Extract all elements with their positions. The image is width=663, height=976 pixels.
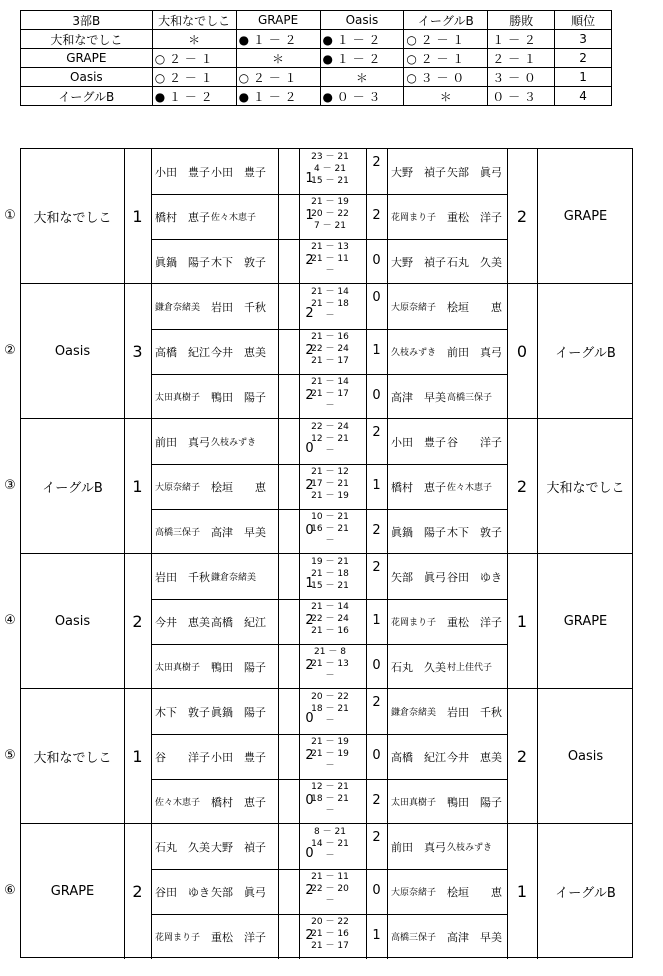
- result-cell: ○ ２ － １: [152, 49, 236, 68]
- right-team: イーグルB: [555, 886, 616, 901]
- set-score: 21 － 11: [311, 254, 349, 264]
- set-score: 21 － 14: [311, 287, 349, 297]
- win-loss: １ － ２: [488, 30, 555, 49]
- game-scores: [301, 466, 359, 502]
- left-team: Oasis: [54, 614, 91, 629]
- left-team: 大和なでしこ: [33, 211, 112, 226]
- game-scores: [301, 421, 359, 457]
- rank: 4: [555, 87, 612, 106]
- left-games: 0: [305, 846, 314, 861]
- left-player-2: 鴨田 陽子: [211, 390, 266, 404]
- game-scores: [301, 151, 359, 187]
- set-score: 21 － 19: [311, 749, 349, 759]
- right-team-score: 1: [516, 612, 528, 631]
- left-player-1: 眞鍋 陽子: [155, 255, 210, 269]
- left-player-1: 鎌倉奈緒美: [155, 303, 201, 313]
- right-player-1: 大野 禎子: [391, 255, 446, 269]
- team-name: GRAPE: [21, 49, 153, 68]
- right-player-2: 桧垣 恵: [447, 300, 502, 314]
- standings-header: Oasis: [320, 11, 404, 30]
- game-scores: [301, 196, 359, 232]
- standings-header: 勝敗: [488, 11, 555, 30]
- game-scores: [301, 511, 359, 547]
- set-score: 23 － 21: [311, 152, 349, 162]
- result-cell: ○ ２ － １: [152, 68, 236, 87]
- right-games: 2: [372, 155, 381, 170]
- result-cell: ○ ２ － １: [404, 30, 488, 49]
- game-scores: [301, 871, 359, 907]
- right-games: 2: [372, 793, 381, 808]
- right-player-1: 前田 真弓: [391, 840, 446, 854]
- match-grid: [20, 148, 633, 283]
- right-games: 0: [372, 253, 381, 268]
- left-team-score: 1: [132, 477, 143, 496]
- left-player-2: 鎌倉奈緒美: [211, 573, 257, 583]
- game-scores: [301, 241, 359, 277]
- set-score: 4 － 21: [314, 164, 346, 174]
- right-player-1: 橋村 恵子: [391, 480, 446, 494]
- left-player-2: 今井 恵美: [211, 345, 266, 359]
- left-player-2: 佐々木恵子: [211, 213, 257, 223]
- standings-row: [21, 30, 612, 49]
- set-score: 21 － 16: [311, 929, 349, 939]
- set-score: 20 － 22: [311, 692, 349, 702]
- set-score: 21 － 12: [311, 467, 349, 477]
- set-score: 21 － 19: [311, 737, 349, 747]
- result-cell: ● １ － ２: [236, 87, 320, 106]
- right-player-1: 大野 禎子: [391, 165, 446, 179]
- right-team-score: 2: [516, 747, 528, 766]
- standings-row: [21, 68, 612, 87]
- result-cell: ＊: [320, 68, 404, 87]
- left-games: 2: [305, 478, 314, 493]
- right-team-score: 2: [516, 207, 528, 226]
- right-player-1: 眞鍋 陽子: [391, 525, 446, 539]
- game-scores: [301, 646, 359, 682]
- right-player-2: 桧垣 恵: [447, 885, 502, 899]
- left-player-1: 橋村 恵子: [155, 210, 210, 224]
- match-grid: [20, 553, 633, 688]
- right-player-1: 高橋三保子: [391, 933, 437, 943]
- right-team: Oasis: [567, 749, 604, 764]
- right-games: 1: [372, 613, 381, 628]
- right-games: 0: [372, 883, 381, 898]
- right-player-2: 谷 洋子: [447, 435, 502, 449]
- right-player-2: 石丸 久美: [447, 255, 502, 269]
- left-games: 1: [305, 171, 314, 186]
- set-score: 21 － 17: [311, 356, 349, 366]
- game-scores: [301, 691, 359, 727]
- left-games: 2: [305, 388, 314, 403]
- right-player-1: 高橋 紀江: [391, 750, 446, 764]
- right-games: 1: [372, 343, 381, 358]
- right-games: 2: [372, 425, 381, 440]
- set-score: 15 － 21: [311, 176, 349, 186]
- game-row: [151, 734, 507, 779]
- right-player-2: 重松 洋子: [447, 210, 502, 224]
- match-block: [0, 418, 640, 553]
- left-games: 2: [305, 928, 314, 943]
- right-player-1: 大原奈緒子: [391, 888, 437, 898]
- game-row: [151, 824, 507, 869]
- left-player-2: 眞鍋 陽子: [211, 705, 266, 719]
- left-player-2: 高橋 紀江: [211, 615, 266, 629]
- result-cell: ＊: [404, 87, 488, 106]
- match-number: ⑤: [4, 748, 16, 763]
- right-team: 大和なでしこ: [546, 481, 625, 496]
- right-games: 2: [372, 830, 381, 845]
- match-block: [0, 283, 640, 418]
- match-number: ①: [4, 208, 16, 223]
- left-team-score: 1: [132, 207, 143, 226]
- left-team: GRAPE: [50, 884, 95, 899]
- win-loss: ２ － １: [488, 49, 555, 68]
- result-cell: ● １ － ２: [320, 30, 404, 49]
- match-grid: [20, 823, 633, 958]
- game-row: [151, 599, 507, 644]
- left-player-2: 小田 豊子: [211, 165, 266, 179]
- left-games: 2: [305, 658, 314, 673]
- game-scores: [301, 781, 359, 817]
- game-scores: [301, 736, 359, 772]
- set-score: 21 － 17: [311, 389, 349, 399]
- game-scores: [301, 286, 359, 322]
- right-player-2: 重松 洋子: [447, 615, 502, 629]
- result-cell: ● ０ － ３: [320, 87, 404, 106]
- left-games: 0: [305, 523, 314, 538]
- left-games: 2: [305, 306, 314, 321]
- rank: 2: [555, 49, 612, 68]
- set-score: 21 － 14: [311, 602, 349, 612]
- game-row: [151, 914, 507, 959]
- right-team-score: 2: [516, 477, 528, 496]
- set-score: 19 － 21: [311, 557, 349, 567]
- right-player-1: 久枝みずき: [391, 348, 437, 358]
- set-score: 17 － 21: [311, 479, 349, 489]
- left-team-score: 2: [132, 612, 143, 631]
- game-scores: [301, 556, 359, 592]
- left-team: 大和なでしこ: [33, 751, 112, 766]
- set-score: 12 － 21: [311, 434, 349, 444]
- left-player-1: 谷田 ゆき: [155, 885, 210, 899]
- standings-row: [21, 87, 612, 106]
- right-player-1: 大原奈緒子: [391, 303, 437, 313]
- result-cell: ＊: [236, 49, 320, 68]
- left-player-2: 久枝みずき: [211, 438, 257, 448]
- team-name: Oasis: [21, 68, 153, 87]
- set-score: 22 － 24: [311, 344, 349, 354]
- game-row: [151, 284, 507, 329]
- result-cell: ＊: [152, 30, 236, 49]
- game-row: [151, 374, 507, 419]
- match-grid: [20, 283, 633, 418]
- set-score: 21 － 18: [311, 569, 349, 579]
- right-player-2: 谷田 ゆき: [447, 570, 502, 584]
- game-row: [151, 869, 507, 914]
- left-team-score: 3: [132, 342, 143, 361]
- left-player-2: 大野 禎子: [211, 840, 266, 854]
- game-scores: [301, 601, 359, 637]
- set-score: 16 － 21: [311, 524, 349, 534]
- right-player-1: 小田 豊子: [391, 435, 446, 449]
- standings-header: GRAPE: [236, 11, 320, 30]
- right-games: 2: [372, 523, 381, 538]
- right-games: 0: [372, 290, 381, 305]
- right-player-2: 高橋三保子: [447, 393, 493, 403]
- match-block: [0, 553, 640, 688]
- right-games: 0: [372, 388, 381, 403]
- right-team: GRAPE: [563, 614, 608, 629]
- left-player-1: 谷 洋子: [155, 750, 210, 764]
- set-score: －: [325, 806, 335, 816]
- right-games: 1: [372, 478, 381, 493]
- game-scores: [301, 916, 359, 952]
- standings-header: イーグルB: [404, 11, 488, 30]
- left-games: 1: [305, 576, 314, 591]
- left-games: 2: [305, 883, 314, 898]
- left-player-2: 高津 早美: [211, 525, 266, 539]
- right-games: 0: [372, 658, 381, 673]
- set-score: 21 － 14: [311, 377, 349, 387]
- match-number: ⑥: [4, 883, 16, 898]
- match-block: [0, 148, 640, 283]
- left-games: 0: [305, 793, 314, 808]
- standings-header: 順位: [555, 11, 612, 30]
- game-scores: [301, 826, 359, 862]
- game-scores: [301, 331, 359, 367]
- right-player-2: 木下 敦子: [447, 525, 502, 539]
- left-games: 1: [305, 208, 314, 223]
- set-score: 21 － 16: [311, 626, 349, 636]
- team-name: 大和なでしこ: [21, 30, 153, 49]
- result-cell: ● １ － ２: [152, 87, 236, 106]
- right-player-2: 鴨田 陽子: [447, 795, 502, 809]
- left-player-1: 岩田 千秋: [155, 570, 210, 584]
- right-team-score: 1: [516, 882, 528, 901]
- standings-header-row: [21, 11, 612, 30]
- result-cell: ○ ２ － １: [236, 68, 320, 87]
- right-team: イーグルB: [555, 346, 616, 361]
- left-player-1: 大原奈緒子: [155, 483, 201, 493]
- set-score: 8 － 21: [314, 827, 346, 837]
- left-player-1: 前田 真弓: [155, 435, 210, 449]
- right-player-2: 矢部 眞弓: [447, 165, 502, 179]
- set-score: 22 － 24: [311, 614, 349, 624]
- right-player-1: 太田真樹子: [391, 798, 437, 808]
- left-player-1: 高橋三保子: [155, 528, 201, 538]
- result-cell: ○ ２ － １: [404, 49, 488, 68]
- right-player-1: 石丸 久美: [391, 660, 446, 674]
- set-score: －: [325, 761, 335, 771]
- set-score: －: [325, 311, 335, 321]
- set-score: 7 － 21: [314, 221, 346, 231]
- set-score: 21 － 19: [311, 197, 349, 207]
- set-score: －: [325, 671, 335, 681]
- left-player-1: 今井 恵美: [155, 615, 210, 629]
- set-score: －: [325, 851, 335, 861]
- right-games: 0: [372, 748, 381, 763]
- set-score: 21 － 13: [311, 242, 349, 252]
- game-row: [151, 149, 507, 194]
- set-score: 10 － 21: [311, 512, 349, 522]
- set-score: －: [325, 266, 335, 276]
- set-score: 21 － 16: [311, 332, 349, 342]
- left-games: 0: [305, 711, 314, 726]
- right-player-2: 前田 真弓: [447, 345, 502, 359]
- set-score: 21 － 11: [311, 872, 349, 882]
- set-score: 21 － 17: [311, 941, 349, 951]
- right-games: 1: [372, 928, 381, 943]
- game-row: [151, 689, 507, 734]
- game-row: [151, 329, 507, 374]
- left-team: イーグルB: [42, 481, 103, 496]
- set-score: 21 － 13: [311, 659, 349, 669]
- right-games: 2: [372, 560, 381, 575]
- set-score: －: [325, 401, 335, 411]
- left-team: Oasis: [54, 344, 91, 359]
- left-games: 2: [305, 748, 314, 763]
- set-score: －: [325, 716, 335, 726]
- right-player-1: 花岡まり子: [391, 618, 437, 628]
- standings-header: 大和なでしこ: [152, 11, 236, 30]
- left-player-2: 鴨田 陽子: [211, 660, 266, 674]
- set-score: 20 － 22: [311, 209, 349, 219]
- win-loss: ０ － ３: [488, 87, 555, 106]
- game-row: [151, 779, 507, 824]
- right-player-2: 高津 早美: [447, 930, 502, 944]
- left-player-1: 小田 豊子: [155, 165, 210, 179]
- left-player-1: 太田真樹子: [155, 663, 201, 673]
- left-player-1: 石丸 久美: [155, 840, 210, 854]
- win-loss: ３ － ０: [488, 68, 555, 87]
- left-player-1: 太田真樹子: [155, 393, 201, 403]
- right-player-1: 鎌倉奈緒美: [391, 708, 437, 718]
- right-player-1: 高津 早美: [391, 390, 446, 404]
- left-games: 2: [305, 343, 314, 358]
- set-score: 18 － 21: [311, 794, 349, 804]
- right-player-2: 岩田 千秋: [447, 705, 502, 719]
- game-row: [151, 194, 507, 239]
- left-player-2: 橋村 恵子: [211, 795, 266, 809]
- right-games: 2: [372, 695, 381, 710]
- left-player-1: 木下 敦子: [155, 705, 210, 719]
- result-cell: ● １ － ２: [320, 49, 404, 68]
- right-player-2: 今井 恵美: [447, 750, 502, 764]
- rank: 1: [555, 68, 612, 87]
- game-scores: [301, 376, 359, 412]
- game-row: [151, 644, 507, 689]
- match-number: ②: [4, 343, 16, 358]
- set-score: 21 － 18: [311, 299, 349, 309]
- set-score: 21 － 19: [311, 491, 349, 501]
- set-score: －: [325, 536, 335, 546]
- result-cell: ● １ － ２: [236, 30, 320, 49]
- set-score: 21 － 8: [314, 647, 346, 657]
- left-games: 0: [305, 441, 314, 456]
- set-score: －: [325, 446, 335, 456]
- set-score: －: [325, 896, 335, 906]
- right-player-2: 佐々木恵子: [447, 483, 493, 493]
- left-games: 2: [305, 253, 314, 268]
- left-team-score: 1: [132, 747, 143, 766]
- standings-row: [21, 49, 612, 68]
- right-player-2: 村上佳代子: [447, 663, 493, 673]
- game-row: [151, 509, 507, 554]
- right-team-score: 0: [516, 342, 528, 361]
- game-row: [151, 419, 507, 464]
- set-score: 18 － 21: [311, 704, 349, 714]
- game-row: [151, 554, 507, 599]
- game-row: [151, 239, 507, 284]
- left-player-2: 小田 豊子: [211, 750, 266, 764]
- match-number: ④: [4, 613, 16, 628]
- left-player-2: 矢部 眞弓: [211, 885, 266, 899]
- left-player-2: 桧垣 恵: [211, 480, 266, 494]
- right-team: GRAPE: [563, 209, 608, 224]
- right-player-1: 矢部 眞弓: [391, 570, 446, 584]
- set-score: 12 － 21: [311, 782, 349, 792]
- match-grid: [20, 418, 633, 553]
- team-name: イーグルB: [21, 87, 153, 106]
- set-score: 20 － 22: [311, 917, 349, 927]
- match-grid: [20, 688, 633, 823]
- standings-table: [20, 10, 612, 106]
- match-number: ③: [4, 478, 16, 493]
- standings-header: 3部B: [21, 11, 153, 30]
- right-player-1: 花岡まり子: [391, 213, 437, 223]
- right-player-2: 久枝みずき: [447, 843, 493, 853]
- left-games: 2: [305, 613, 314, 628]
- left-player-1: 花岡まり子: [155, 933, 201, 943]
- set-score: 15 － 21: [311, 581, 349, 591]
- left-player-2: 木下 敦子: [211, 255, 266, 269]
- left-player-1: 高橋 紀江: [155, 345, 210, 359]
- game-row: [151, 464, 507, 509]
- right-games: 2: [372, 208, 381, 223]
- left-player-2: 岩田 千秋: [211, 300, 266, 314]
- left-player-2: 重松 洋子: [211, 930, 266, 944]
- set-score: 22 － 24: [311, 422, 349, 432]
- match-block: [0, 688, 640, 823]
- set-score: 22 － 20: [311, 884, 349, 894]
- match-block: [0, 823, 640, 958]
- set-score: 14 － 21: [311, 839, 349, 849]
- left-player-1: 佐々木恵子: [155, 798, 201, 808]
- result-cell: ○ ３ － ０: [404, 68, 488, 87]
- left-team-score: 2: [132, 882, 143, 901]
- rank: 3: [555, 30, 612, 49]
